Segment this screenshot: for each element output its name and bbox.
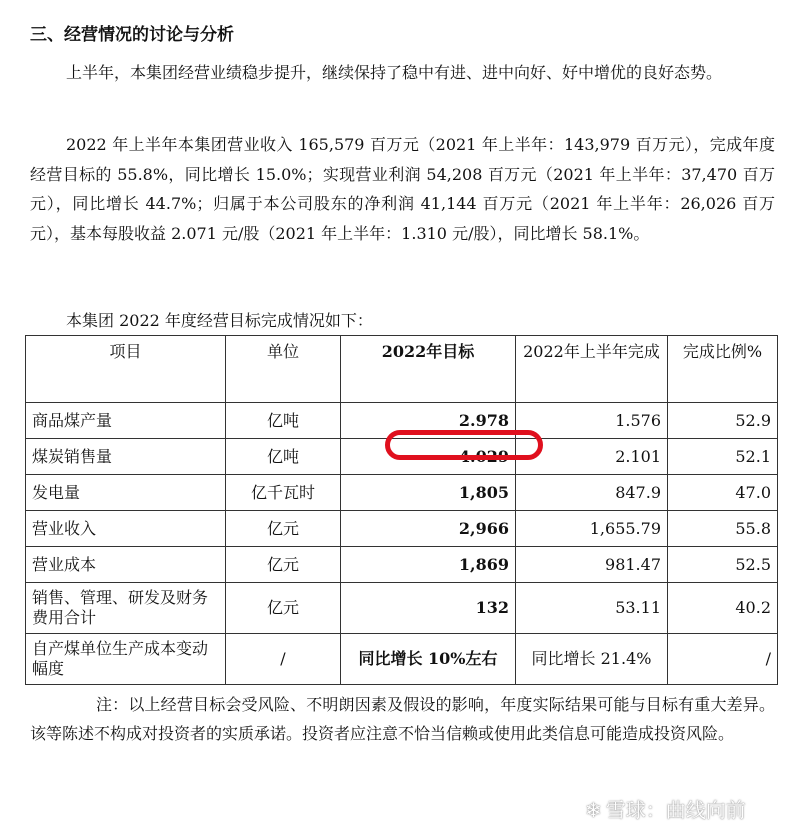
row-target: 2,966: [341, 511, 516, 547]
row-target: 同比增长 10%左右: [341, 634, 516, 685]
row-ratio: 55.8: [668, 511, 778, 547]
row-unit: 亿吨: [226, 439, 341, 475]
row-ratio: 40.2: [668, 583, 778, 634]
row-unit: 亿千瓦时: [226, 475, 341, 511]
paragraph-summary: 上半年，本集团经营业绩稳步提升，继续保持了稳中有进、进中向好、好中增优的良好态势。: [66, 63, 723, 82]
table-row: [26, 475, 778, 511]
row-unit: 亿元: [226, 547, 341, 583]
watermark: [585, 794, 746, 823]
row-actual: 1.576: [516, 403, 668, 439]
header-unit: 单位: [226, 336, 341, 403]
row-item: 商品煤产量: [26, 403, 226, 439]
row-actual: 2.101: [516, 439, 668, 475]
row-item: 销售、管理、研发及财务费用合计: [26, 583, 226, 634]
highlight-circle: [385, 430, 543, 460]
row-actual: 同比增长 21.4%: [516, 634, 668, 685]
row-item: 自产煤单位生产成本变动幅度: [26, 634, 226, 685]
row-target: 132: [341, 583, 516, 634]
row-item: 营业成本: [26, 547, 226, 583]
header-actual: 2022年上半年完成: [516, 336, 668, 403]
row-item: 营业收入: [26, 511, 226, 547]
row-unit: /: [226, 634, 341, 685]
header-item: 项目: [26, 336, 226, 403]
row-target: 1,869: [341, 547, 516, 583]
row-unit: 亿元: [226, 511, 341, 547]
row-actual: 1,655.79: [516, 511, 668, 547]
table-row: [26, 511, 778, 547]
table-intro: 本集团 2022 年度经营目标完成情况如下：: [66, 311, 373, 330]
row-ratio: 52.1: [668, 439, 778, 475]
row-item: 发电量: [26, 475, 226, 511]
row-actual: 847.9: [516, 475, 668, 511]
snowball-logo-icon: ❄: [585, 798, 602, 822]
operating-targets-table: [25, 335, 778, 685]
watermark-text: 雪球：曲线向前: [605, 798, 746, 822]
row-target: 1,805: [341, 475, 516, 511]
row-target: 2.978: [341, 403, 516, 439]
row-unit: 亿吨: [226, 403, 341, 439]
table-row: [26, 583, 778, 634]
row-ratio: 52.9: [668, 403, 778, 439]
row-item: 煤炭销售量: [26, 439, 226, 475]
header-ratio: 完成比例%: [668, 336, 778, 403]
paragraph-financials: 2022 年上半年本集团营业收入 165,579 百万元（2021 年上半年：143,979 百万元），完成年度经营目标的 55.8%，同比增长 15.0%；实现营业利润 54,208 百万元（2021 年上半年：37,470 百万元），同比增长 44.7%；归属于本公司股东的净利润 41,144 百万元（2021 年上半年：26,026 百万元），基本每股收益 2.071 元/股（2021 年上半年：1.310 元/股），同比增长 58.1%。: [30, 135, 775, 243]
row-target-highlighted: 4.029: [341, 439, 516, 475]
row-ratio: 52.5: [668, 547, 778, 583]
table-row: [26, 547, 778, 583]
row-ratio: /: [668, 634, 778, 685]
row-unit: 亿元: [226, 583, 341, 634]
header-target: 2022年目标: [341, 336, 516, 403]
row-ratio: 47.0: [668, 475, 778, 511]
row-actual: 53.11: [516, 583, 668, 634]
section-heading: 三、经营情况的讨论与分析: [30, 25, 234, 45]
table-row: [26, 634, 778, 685]
footnote: 注：以上经营目标会受风险、不明朗因素及假设的影响，年度实际结果可能与目标有重大差异。该等陈述不构成对投资者的实质承诺。投资者应注意不恰当信赖或使用此类信息可能造成投资风险。: [30, 695, 775, 743]
row-actual: 981.47: [516, 547, 668, 583]
